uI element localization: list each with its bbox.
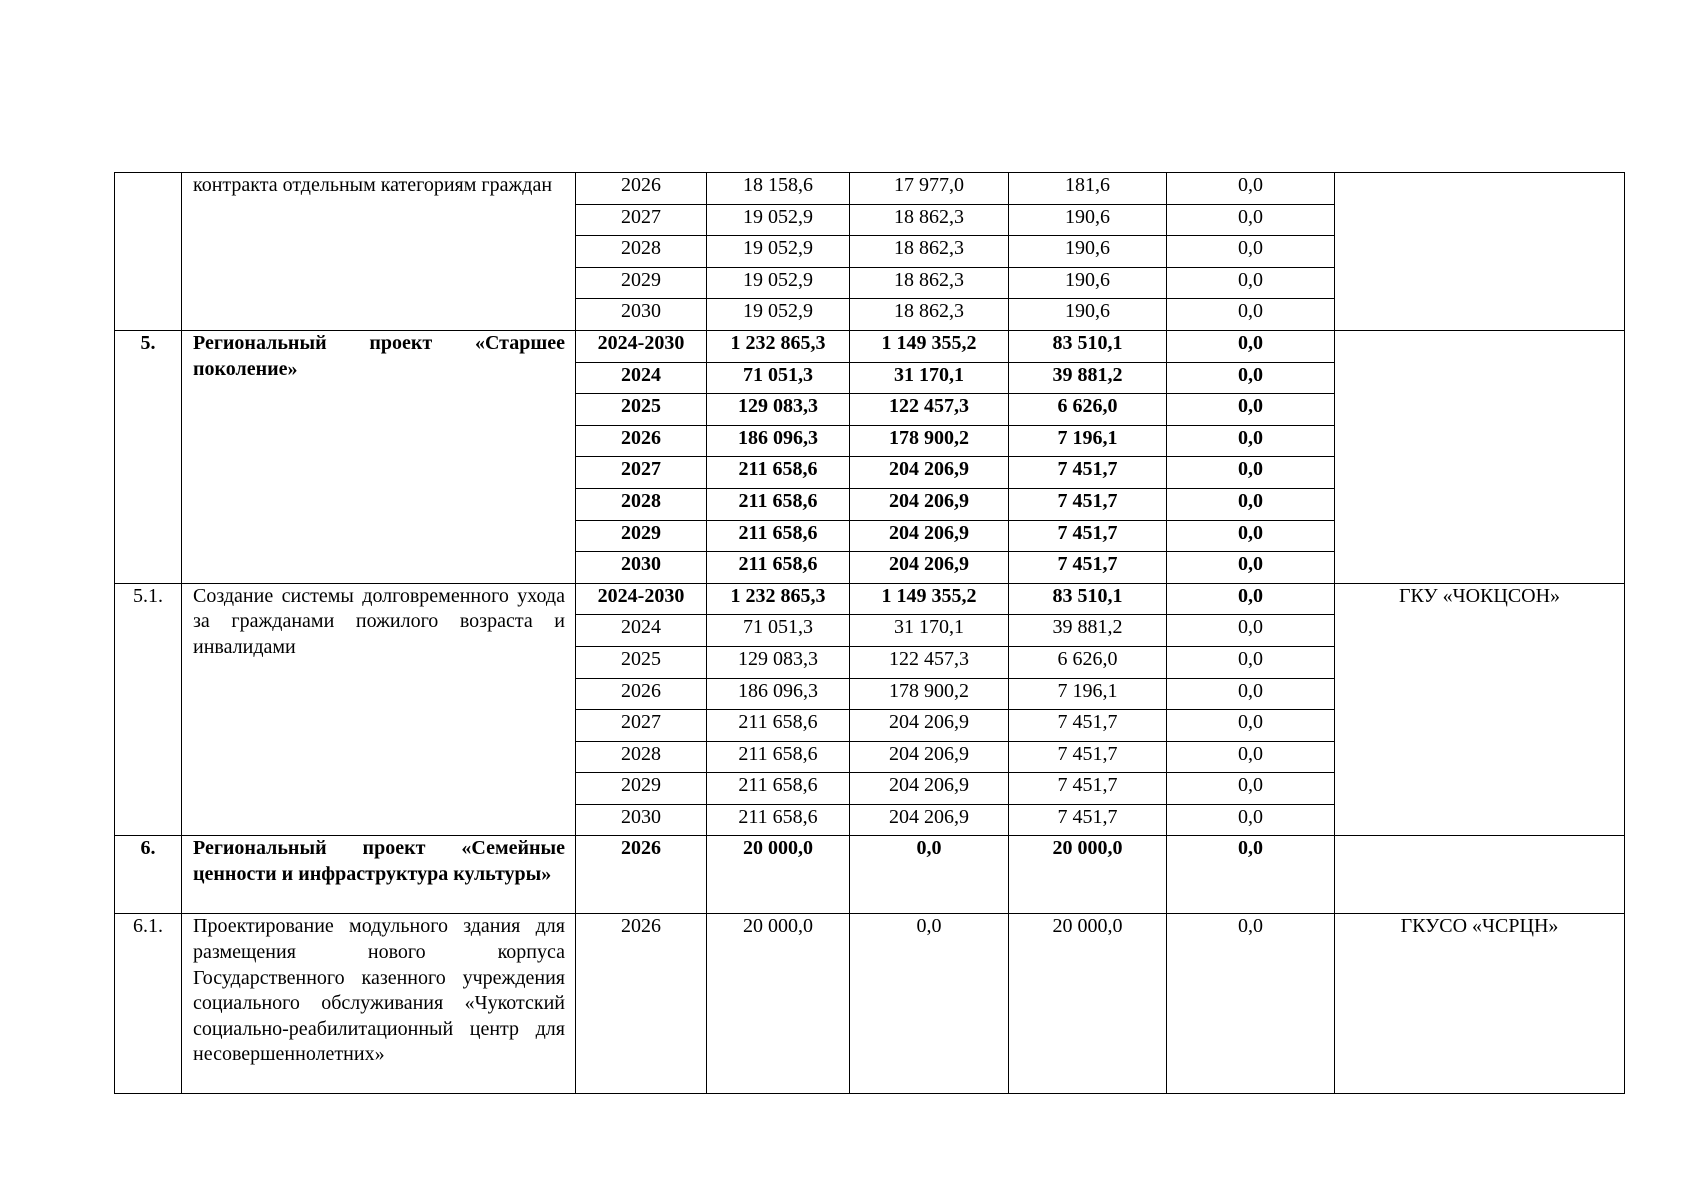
amount-cell: 204 206,9 (850, 804, 1009, 836)
amount-cell: 190,6 (1009, 236, 1167, 268)
amount-cell: 7 451,7 (1009, 773, 1167, 805)
amount-cell: 211 658,6 (707, 804, 850, 836)
year-cell: 2028 (576, 741, 707, 773)
amount-cell: 0,0 (1167, 394, 1335, 426)
amount-cell: 122 457,3 (850, 394, 1009, 426)
amount-cell: 31 170,1 (850, 615, 1009, 647)
amount-cell: 0,0 (1167, 552, 1335, 584)
table-row (115, 330, 1625, 362)
table-row (115, 836, 1625, 914)
amount-cell: 17 977,0 (850, 173, 1009, 205)
amount-cell: 18 862,3 (850, 267, 1009, 299)
amount-cell: 204 206,9 (850, 488, 1009, 520)
year-cell: 2024 (576, 615, 707, 647)
measure-name: Региональный проект «Старшее поколение» (182, 330, 576, 583)
amount-cell: 0,0 (1167, 267, 1335, 299)
amount-cell: 20 000,0 (707, 836, 850, 914)
amount-cell: 20 000,0 (1009, 836, 1167, 914)
funding-table-body (115, 173, 1625, 1094)
amount-cell: 19 052,9 (707, 204, 850, 236)
amount-cell: 1 232 865,3 (707, 583, 850, 615)
year-cell: 2026 (576, 914, 707, 1094)
year-cell: 2029 (576, 267, 707, 299)
amount-cell: 190,6 (1009, 267, 1167, 299)
amount-cell: 7 451,7 (1009, 552, 1167, 584)
year-cell: 2030 (576, 552, 707, 584)
amount-cell: 19 052,9 (707, 267, 850, 299)
amount-cell: 204 206,9 (850, 710, 1009, 742)
table-row (115, 173, 1625, 205)
amount-cell: 0,0 (1167, 330, 1335, 362)
amount-cell: 204 206,9 (850, 773, 1009, 805)
amount-cell: 122 457,3 (850, 646, 1009, 678)
amount-cell: 71 051,3 (707, 362, 850, 394)
table-row (115, 914, 1625, 1094)
amount-cell: 0,0 (1167, 678, 1335, 710)
amount-cell: 0,0 (1167, 362, 1335, 394)
funding-table (114, 172, 1625, 1094)
amount-cell: 0,0 (1167, 914, 1335, 1094)
amount-cell: 6 626,0 (1009, 646, 1167, 678)
measure-name: Создание системы долговременного ухода за гражданами пожилого возраста и инвалидами (182, 583, 576, 836)
amount-cell: 31 170,1 (850, 362, 1009, 394)
year-cell: 2027 (576, 457, 707, 489)
amount-cell: 204 206,9 (850, 457, 1009, 489)
amount-cell: 7 196,1 (1009, 678, 1167, 710)
amount-cell: 0,0 (1167, 173, 1335, 205)
amount-cell: 0,0 (1167, 710, 1335, 742)
year-cell: 2025 (576, 394, 707, 426)
year-cell: 2028 (576, 236, 707, 268)
amount-cell: 0,0 (850, 914, 1009, 1094)
amount-cell: 19 052,9 (707, 236, 850, 268)
responsible-executor: ГКУСО «ЧСРЦН» (1335, 914, 1625, 1094)
row-number: 5.1. (115, 583, 182, 836)
document-page (114, 172, 1624, 1094)
row-number: 6. (115, 836, 182, 914)
table-row (115, 583, 1625, 615)
amount-cell: 83 510,1 (1009, 583, 1167, 615)
responsible-executor: ГКУ «ЧОКЦСОН» (1335, 583, 1625, 836)
amount-cell: 18 158,6 (707, 173, 850, 205)
responsible-executor (1335, 173, 1625, 331)
amount-cell: 0,0 (1167, 646, 1335, 678)
amount-cell: 0,0 (1167, 520, 1335, 552)
amount-cell: 7 451,7 (1009, 457, 1167, 489)
amount-cell: 0,0 (1167, 583, 1335, 615)
amount-cell: 0,0 (1167, 741, 1335, 773)
amount-cell: 190,6 (1009, 299, 1167, 331)
measure-name: Региональный проект «Семейные ценности и инфраструктура культуры» (182, 836, 576, 914)
amount-cell: 83 510,1 (1009, 330, 1167, 362)
amount-cell: 129 083,3 (707, 646, 850, 678)
amount-cell: 211 658,6 (707, 488, 850, 520)
amount-cell: 1 149 355,2 (850, 330, 1009, 362)
amount-cell: 129 083,3 (707, 394, 850, 426)
year-cell: 2030 (576, 299, 707, 331)
amount-cell: 6 626,0 (1009, 394, 1167, 426)
amount-cell: 190,6 (1009, 204, 1167, 236)
amount-cell: 0,0 (1167, 773, 1335, 805)
amount-cell: 0,0 (1167, 836, 1335, 914)
amount-cell: 20 000,0 (1009, 914, 1167, 1094)
amount-cell: 39 881,2 (1009, 362, 1167, 394)
amount-cell: 0,0 (1167, 425, 1335, 457)
measure-name: Проектирование модульного здания для размещения нового корпуса Государственного казенного учреждения социального обслуживания «Чукотский социально-реабилитационный центр для несовершеннолетних» (182, 914, 576, 1094)
row-number: 6.1. (115, 914, 182, 1094)
amount-cell: 39 881,2 (1009, 615, 1167, 647)
responsible-executor (1335, 330, 1625, 583)
year-cell: 2026 (576, 836, 707, 914)
measure-name: контракта отдельным категориям граждан (182, 173, 576, 331)
amount-cell: 204 206,9 (850, 552, 1009, 584)
amount-cell: 0,0 (1167, 804, 1335, 836)
amount-cell: 7 196,1 (1009, 425, 1167, 457)
amount-cell: 211 658,6 (707, 741, 850, 773)
row-number: 5. (115, 330, 182, 583)
amount-cell: 211 658,6 (707, 552, 850, 584)
amount-cell: 211 658,6 (707, 710, 850, 742)
amount-cell: 18 862,3 (850, 236, 1009, 268)
amount-cell: 7 451,7 (1009, 741, 1167, 773)
amount-cell: 0,0 (1167, 457, 1335, 489)
amount-cell: 1 232 865,3 (707, 330, 850, 362)
amount-cell: 18 862,3 (850, 299, 1009, 331)
amount-cell: 204 206,9 (850, 741, 1009, 773)
amount-cell: 7 451,7 (1009, 488, 1167, 520)
row-number (115, 173, 182, 331)
amount-cell: 7 451,7 (1009, 710, 1167, 742)
amount-cell: 0,0 (1167, 236, 1335, 268)
amount-cell: 186 096,3 (707, 425, 850, 457)
amount-cell: 0,0 (850, 836, 1009, 914)
amount-cell: 178 900,2 (850, 425, 1009, 457)
year-cell: 2027 (576, 710, 707, 742)
year-cell: 2026 (576, 678, 707, 710)
amount-cell: 20 000,0 (707, 914, 850, 1094)
year-cell: 2030 (576, 804, 707, 836)
amount-cell: 1 149 355,2 (850, 583, 1009, 615)
amount-cell: 0,0 (1167, 488, 1335, 520)
year-cell: 2024 (576, 362, 707, 394)
amount-cell: 178 900,2 (850, 678, 1009, 710)
year-cell: 2025 (576, 646, 707, 678)
amount-cell: 211 658,6 (707, 773, 850, 805)
amount-cell: 0,0 (1167, 204, 1335, 236)
amount-cell: 19 052,9 (707, 299, 850, 331)
amount-cell: 204 206,9 (850, 520, 1009, 552)
responsible-executor (1335, 836, 1625, 914)
year-cell: 2029 (576, 773, 707, 805)
year-cell: 2024-2030 (576, 583, 707, 615)
amount-cell: 7 451,7 (1009, 520, 1167, 552)
year-cell: 2028 (576, 488, 707, 520)
amount-cell: 211 658,6 (707, 520, 850, 552)
amount-cell: 0,0 (1167, 299, 1335, 331)
amount-cell: 211 658,6 (707, 457, 850, 489)
amount-cell: 181,6 (1009, 173, 1167, 205)
amount-cell: 7 451,7 (1009, 804, 1167, 836)
year-cell: 2029 (576, 520, 707, 552)
amount-cell: 186 096,3 (707, 678, 850, 710)
year-cell: 2026 (576, 173, 707, 205)
year-cell: 2026 (576, 425, 707, 457)
year-cell: 2027 (576, 204, 707, 236)
amount-cell: 0,0 (1167, 615, 1335, 647)
year-cell: 2024-2030 (576, 330, 707, 362)
amount-cell: 71 051,3 (707, 615, 850, 647)
amount-cell: 18 862,3 (850, 204, 1009, 236)
